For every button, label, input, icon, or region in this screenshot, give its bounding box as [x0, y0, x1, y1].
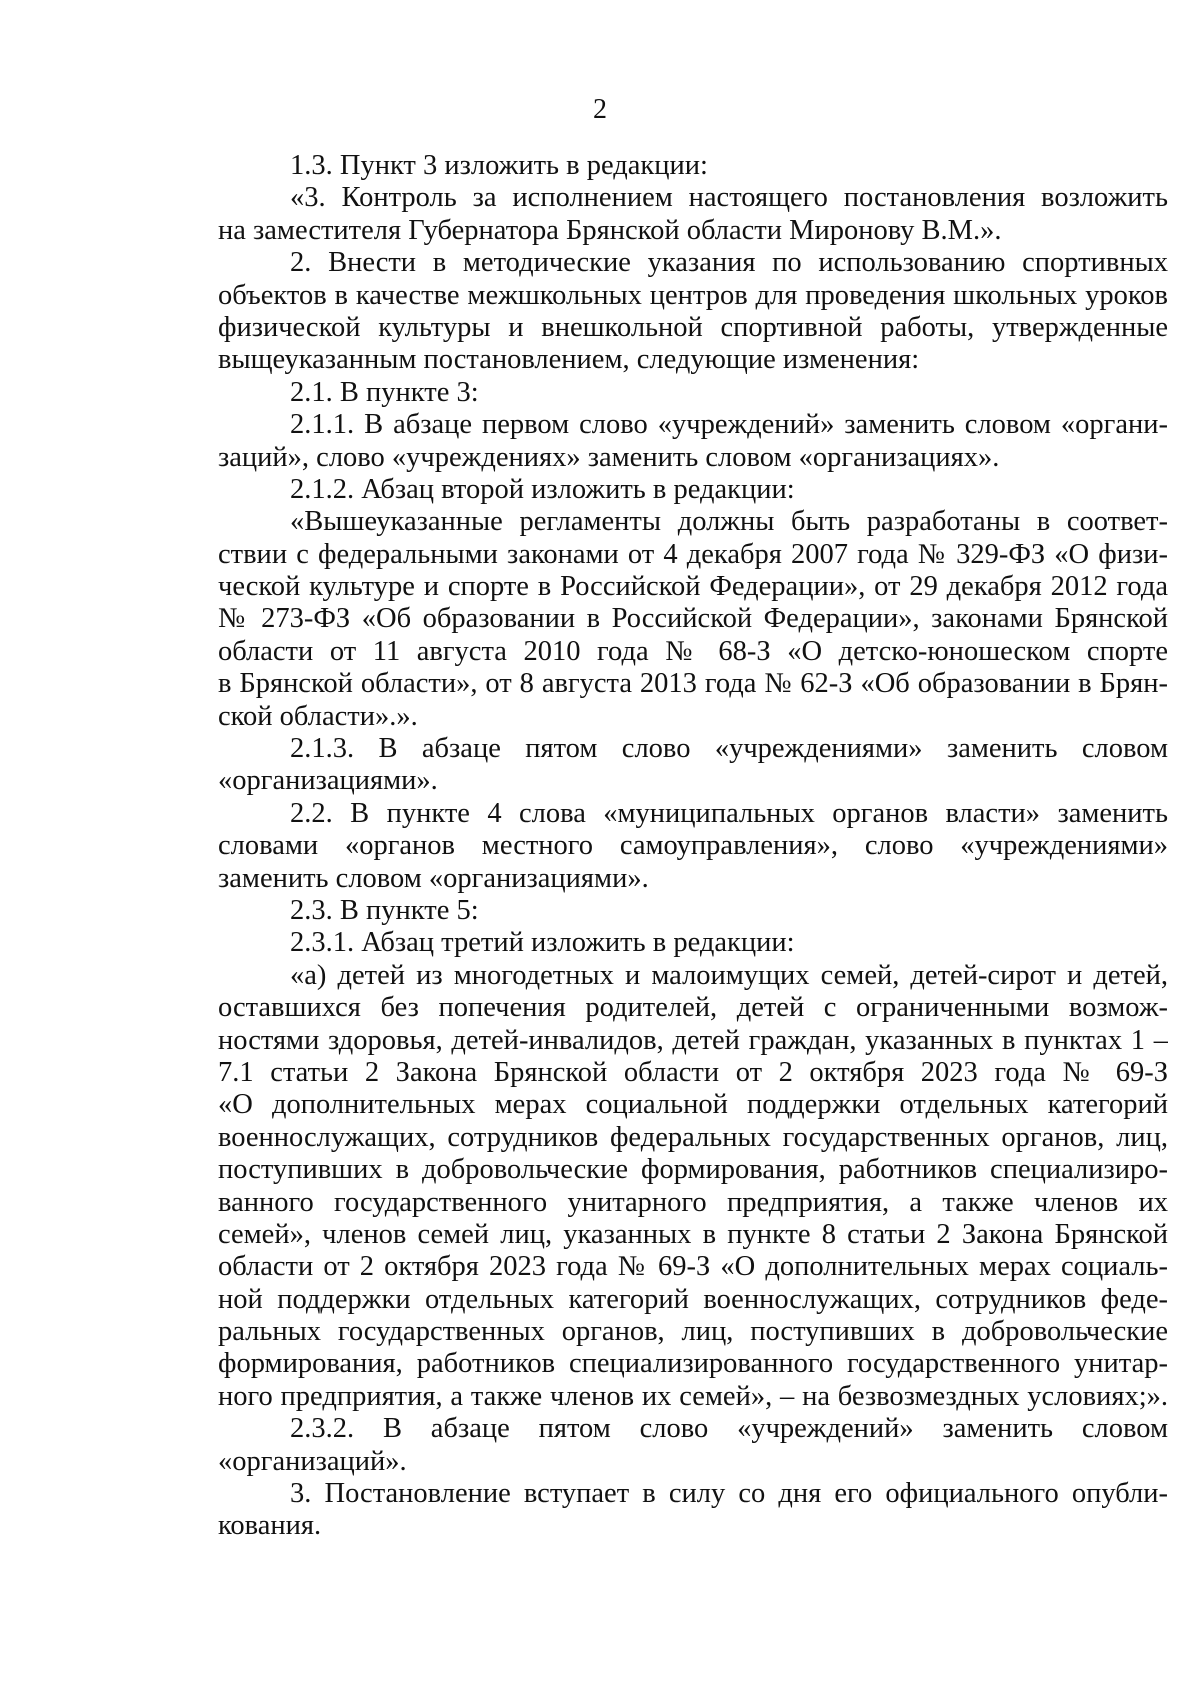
- text-line: оставшихся без попечения родителей, детей с ограниченными возмож-: [218, 992, 1168, 1024]
- text-line: «О дополнительных мерах социальной поддержки отдельных категорий: [218, 1089, 1168, 1121]
- text-line: 2.3.1. Абзац третий изложить в редакции:: [290, 927, 795, 959]
- text-line: области от 2 октября 2023 года № 69-З «О дополнительных мерах социаль-: [218, 1251, 1168, 1283]
- text-line: «Вышеуказанные регламенты должны быть разработаны в соответ-: [290, 506, 1168, 538]
- page-number: 2: [593, 94, 607, 125]
- text-line: физической культуры и внешкольной спортивной работы, утвержденные: [218, 311, 1168, 343]
- text-line: объектов в качестве межшкольных центров для проведения школьных уроков: [218, 279, 1168, 311]
- text-line: военнослужащих, сотрудников федеральных государственных органов, лиц,: [218, 1121, 1168, 1153]
- text-line: 2.3. В пункте 5:: [290, 894, 479, 926]
- text-line: 7.1 статьи 2 Закона Брянской области от 2 октября 2023 года № 69-З: [218, 1056, 1168, 1088]
- text-line: 2.1.3. В абзаце пятом слово «учреждениями» заменить словом: [290, 733, 1168, 765]
- text-line: заменить словом «организациями».: [218, 862, 649, 894]
- text-line: 3. Постановление вступает в силу со дня его официального опубли-: [290, 1478, 1168, 1510]
- text-line: 2.1.1. В абзаце первом слово «учреждений» заменить словом «органи-: [290, 409, 1168, 441]
- text-line: кования.: [218, 1510, 322, 1542]
- text-line: 2.2. В пункте 4 слова «муниципальных органов власти» заменить: [290, 797, 1168, 829]
- text-line: ностями здоровья, детей-инвалидов, детей граждан, указанных в пунктах 1 –: [218, 1024, 1168, 1056]
- text-line: ральных государственных органов, лиц, поступивших в добровольческие: [218, 1316, 1168, 1348]
- text-line: ной поддержки отдельных категорий военнослужащих, сотрудников феде-: [218, 1283, 1168, 1315]
- text-line: ской области».».: [218, 700, 418, 732]
- document-body: [218, 150, 1168, 1543]
- text-line: 2. Внести в методические указания по использованию спортивных: [290, 247, 1168, 279]
- text-line: «а) детей из многодетных и малоимущих семей, детей-сирот и детей,: [290, 959, 1168, 991]
- text-line: «3. Контроль за исполнением настоящего постановления возложить: [290, 182, 1168, 214]
- text-line: 2.3.2. В абзаце пятом слово «учреждений» заменить словом: [290, 1413, 1168, 1445]
- text-line: ствии с федеральными законами от 4 декабря 2007 года № 329-ФЗ «О физи-: [218, 538, 1168, 570]
- text-line: области от 11 августа 2010 года № 68-З «О детско-юношеском спорте: [218, 635, 1168, 667]
- text-line: на заместителя Губернатора Брянской области Миронову В.М.».: [218, 214, 1002, 246]
- text-line: 2.1. В пункте 3:: [290, 376, 479, 408]
- text-line: № 273-ФЗ «Об образовании в Российской Федерации», законами Брянской: [218, 603, 1168, 635]
- text-line: формирования, работников специализированного государственного унитар-: [218, 1348, 1168, 1380]
- text-line: словами «органов местного самоуправления», слово «учреждениями»: [218, 830, 1168, 862]
- text-line: ванного государственного унитарного предприятия, а также членов их: [218, 1186, 1168, 1218]
- text-line: «организациями».: [218, 765, 438, 797]
- text-line: поступивших в добровольческие формирования, работников специализиро-: [218, 1154, 1168, 1186]
- text-line: ного предприятия, а также членов их семей», – на безвозмездных условиях;».: [218, 1380, 1168, 1412]
- text-line: заций», слово «учреждениях» заменить словом «организациях».: [218, 441, 1000, 473]
- text-line: «организаций».: [218, 1445, 407, 1477]
- text-line: 1.3. Пункт 3 изложить в редакции:: [290, 150, 708, 181]
- text-line: в Брянской области», от 8 августа 2013 года № 62-З «Об образовании в Брян-: [218, 668, 1168, 700]
- text-line: ческой культуре и спорте в Российской Федерации», от 29 декабря 2012 года: [218, 571, 1168, 603]
- text-line: выщеуказанным постановлением, следующие изменения:: [218, 344, 920, 376]
- text-line: семей», членов семей лиц, указанных в пункте 8 статьи 2 Закона Брянской: [218, 1218, 1168, 1250]
- text-line: 2.1.2. Абзац второй изложить в редакции:: [290, 473, 795, 505]
